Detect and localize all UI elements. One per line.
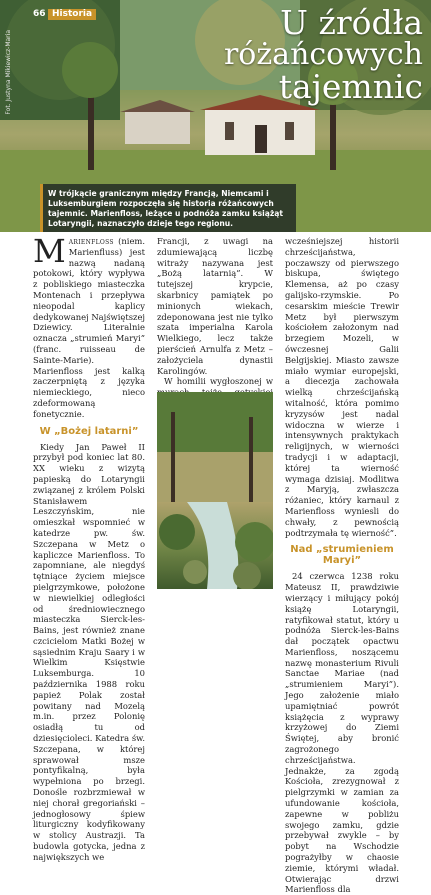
paragraph: W homilii wygłoszonej w <box>164 376 273 387</box>
paragraph: wcześniejszej historii chrześcijaństwa, poczawszy od pierwszego biskupa, świętego Klemensa, aż po czasy galijsko-rzymskie. Po cesarskim mieście Trewir Metz był pierwszym kościołem założonym nad brzegiem Mozeli, w ówczesnej Galii Belgijskiej. Miasto zawsze miało wymiar europejski, a diecezja zachowała wielką chrześcijańską witalność, która pomimo kryzysów jest nadal widoczna w wierze i intensywnych praktykach religijnych, w wierności tradycji i w adaptacji, której ta wierność wymaga dzisiaj. Modlitwa z Maryją, zwłaszcza różaniec, który karnaul z Marienfloss wyniesli do chwały, z pewnością podtrzymała tę wierność”. <box>285 236 399 538</box>
stream-photo <box>157 392 273 589</box>
paragraph: Kiedy Jan Paweł II przybył pod koniec lat 80. XX wieku z wizytą papieską do Lotaryngii związanej z królem Polski Stanisławem Leszczyńskim, nie omieszkał wspomnieć w katedrze pw. św. Szczepana w Metz o kapliczce Marienfloss. To zapomniane, ale niegdyś tętniące życiem miejsce pielgrzymkowe, położone w niewielkiej odległości od średniowiecznego miasteczka Sierck-les-Bains, jest również znane czcicielom Matki Bożej w sąsiednim Kraju Saary i w Wielkim Księstwie Luksemburga. 10 października 1988 roku papież Polak został powitany nad Mozelą m.in. przez Polonię osiadłą tu od dziesięcioleci. Katedra św. Szczepana, w której sprawował msze pontyfikalną, była wypełniona po brzegi. Donośle rozbrzmiewał w niej chorał gregoriański – jednogłosowy śpiew liturgiczny kodyfikowany w stolicy Austrazji. Ta budowla gotycka, jedna z największych we <box>33 441 145 862</box>
lead-text: W trójkącie granicznym między Francją, Niemcami i Luksemburgiem rozpoczęła się historia różańcowych tajemnic. Marienfloss, leżące u podnóża zamku książąt Lotaryngii, naznaczyło dzieje tego regionu. <box>48 189 284 228</box>
page-number: 66 <box>33 9 46 19</box>
subheading: Nad „strumieniem Maryi” <box>290 544 394 567</box>
hero-photo <box>0 0 431 232</box>
stream-photo-art <box>157 392 273 589</box>
paragraph: 24 czerwca 1238 roku Mateusz II, prawdziwie wierzący i miłujący pokój książę Lotaryngii, ratyfikował statut, który u podnóża Sierck-les-Bains dał początek opactwu Marienfloss, noszącemu nazwę monasterium Rivuli Sanctae Mariae (nad „strumieniem Maryi”). Jego założenie miało upamiętniać powrót książęcia z wyprawy krzyżowej do Ziemi Świętej, aby bronić zagrożonego chrześcijaństwa. Jednakże, za zgodą Kościoła, zrezygnował z pielgrzymki w zamian za ufundowanie kościoła, zapewne w pobliżu swojego zamku, gdzie przebywał zwykle – by pobyt na Wschodzie pograżyłby w chaosie ziemie, którymi władał. Otwierając drzwi Marienfloss dla <box>285 571 399 895</box>
paragraph-text: (niem. Marienfluss) jest nazwą nadaną potokowi, który wypływa z pobliskiego miasteczka Montenach i przepływa nieopodal kaplicy dedykowanej Najświętszej Dziewicy. Literalnie oznacza „strumień Maryi” (franc. ruisseau de Sainte-Marie). Marienfloss jest kalką zaczerpniętą z języka niemieckiego, nieco zdeformowaną fonetycznie. <box>33 236 145 419</box>
title-line-2: różańcowych <box>223 37 423 72</box>
title-line-1: U źródła <box>280 3 423 42</box>
photo-credit: Fot. Justyna Mikiewicz-Maria <box>5 30 12 115</box>
lead-accent-bar <box>40 184 43 232</box>
article-title <box>93 3 423 106</box>
subheading: W „Bożej latarni” <box>39 425 139 437</box>
title-line-3: tajemnic <box>278 67 423 106</box>
column-1 <box>33 232 145 863</box>
section-tag: Historia <box>48 9 96 20</box>
drop-cap: M <box>33 232 66 270</box>
opening-smallcaps: arienfloss <box>68 236 114 246</box>
paragraph: Francji, z uwagi na zdumiewającą liczbę witraży nazywana jest „Bożą latarnią”. W tutejszej krypcie, skarbnicy pamiątek po minionych wiekach, zdeponowana jest nie tylko szata imperialna Karola Wielkiego, lecz także pierścień Arnulfa z Metz – założyciela dynastii Karolingów. <box>157 236 273 376</box>
paragraph <box>33 232 145 420</box>
lead-box <box>40 184 296 232</box>
column-3 <box>285 236 399 895</box>
